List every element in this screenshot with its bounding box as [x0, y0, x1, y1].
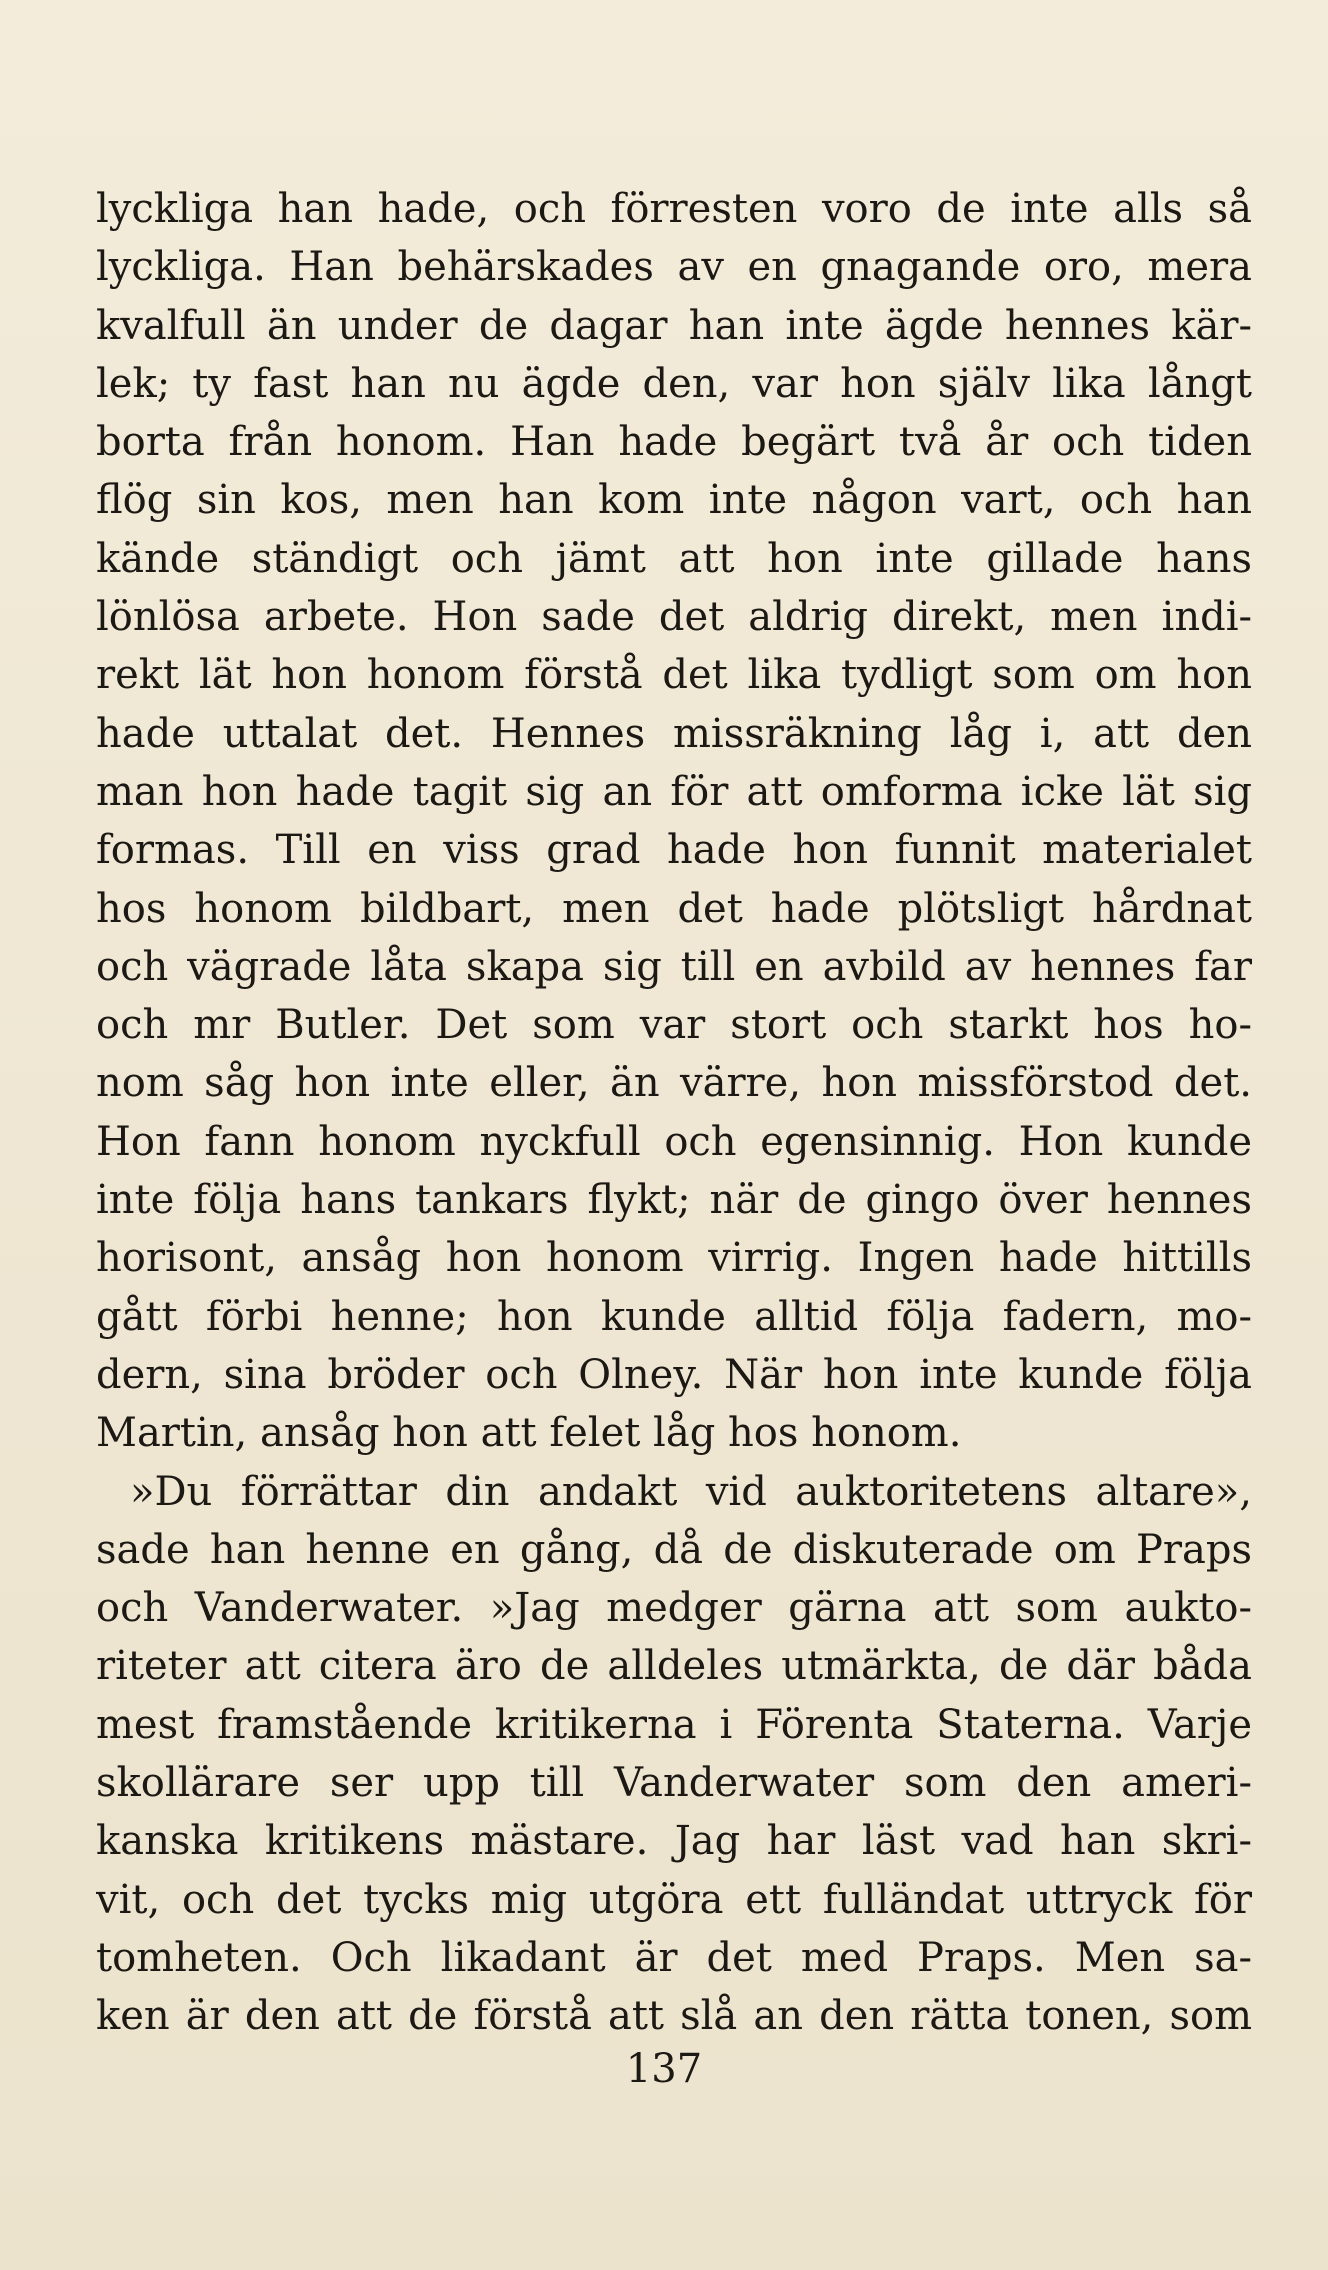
- text-line: kanska kritikens mästare. Jag har läst vad han skri-: [96, 1818, 1252, 1865]
- text-line: ken är den att de förstå att slå an den rätta tonen, som: [96, 1993, 1252, 2040]
- text-line: kvalfull än under de dagar han inte ägde hennes kär-: [96, 302, 1252, 349]
- body-text: [96, 180, 1252, 2046]
- text-line: och Vanderwater. »Jag medger gärna att som aukto-: [96, 1585, 1252, 1632]
- text-line: Martin, ansåg hon att felet låg hos honom.: [96, 1410, 962, 1457]
- text-line: riteter att citera äro de alldeles utmärkta, de där båda: [96, 1643, 1252, 1690]
- text-line: horisont, ansåg hon honom virrig. Ingen hade hittills: [96, 1235, 1252, 1282]
- text-line: vit, och det tycks mig utgöra ett fulländat uttryck för: [96, 1876, 1252, 1923]
- text-line: mest framstående kritikerna i Förenta Staterna. Varje: [96, 1701, 1252, 1748]
- text-line: tomheten. Och likadant är det med Praps. Men sa-: [96, 1934, 1252, 1981]
- text-line: gått förbi henne; hon kunde alltid följa fadern, mo-: [96, 1293, 1252, 1340]
- text-line: borta från honom. Han hade begärt två år och tiden: [96, 419, 1252, 466]
- text-line: och mr Butler. Det som var stort och starkt hos ho-: [96, 1002, 1252, 1049]
- text-line: lyckliga han hade, och förresten voro de inte alls så: [96, 186, 1252, 232]
- text-line: flög sin kos, men han kom inte någon vart, och han: [96, 477, 1252, 524]
- text-line: man hon hade tagit sig an för att omforma icke lät sig: [96, 768, 1252, 815]
- text-line: Hon fann honom nyckfull och egensinnig. Hon kunde: [96, 1118, 1252, 1165]
- text-line: lönlösa arbete. Hon sade det aldrig direkt, men indi-: [96, 594, 1252, 641]
- text-line: lek; ty fast han nu ägde den, var hon själv lika långt: [96, 360, 1252, 407]
- page-number: 137: [625, 2046, 703, 2092]
- text-line: dern, sina bröder och Olney. När hon inte kunde följa: [96, 1351, 1252, 1398]
- text-line: formas. Till en viss grad hade hon funnit materialet: [96, 827, 1252, 874]
- text-line: och vägrade låta skapa sig till en avbild av hennes far: [96, 943, 1252, 990]
- text-line: kände ständigt och jämt att hon inte gillade hans: [96, 535, 1252, 582]
- text-line: hos honom bildbart, men det hade plötsligt hårdnat: [96, 885, 1252, 932]
- text-line: sade han henne en gång, då de diskuterade om Praps: [96, 1526, 1252, 1573]
- text-line: nom såg hon inte eller, än värre, hon missförstod det.: [96, 1060, 1252, 1107]
- text-line: hade uttalat det. Hennes missräkning låg i, att den: [96, 710, 1252, 757]
- text-line: skollärare ser upp till Vanderwater som den ameri-: [96, 1760, 1252, 1807]
- text-line: lyckliga. Han behärskades av en gnagande oro, mera: [96, 244, 1252, 291]
- text-line: »Du förrättar din andakt vid auktoritetens altare»,: [130, 1468, 1252, 1515]
- text-line: inte följa hans tankars flykt; när de gingo över hennes: [96, 1177, 1252, 1224]
- text-line: rekt lät hon honom förstå det lika tydligt som om hon: [96, 652, 1252, 699]
